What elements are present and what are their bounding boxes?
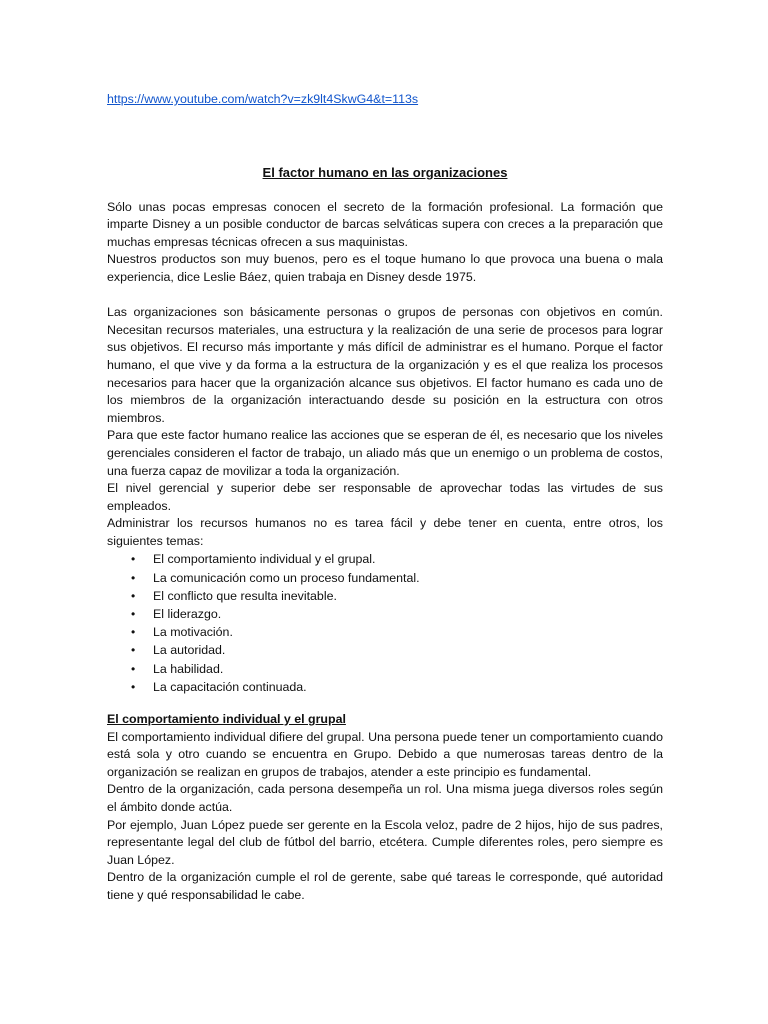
topic-item-motivacion — [107, 623, 663, 641]
document-title: El factor humano en las organizaciones — [262, 164, 508, 180]
intro-paragraph-2: Nuestros productos son muy buenos, pero es el toque humano lo que provoca una buena o mala experiencia, dice Leslie Báez, quien trabaja en Disney desde 1975. — [107, 252, 663, 284]
topic-label: La autoridad. — [153, 643, 226, 658]
body-paragraph-3: El nivel gerencial y superior debe ser responsable de aprovechar todas las virtudes de sus empleados. — [107, 481, 663, 513]
section-paragraph-1: El comportamiento individual difiere del grupal. Una persona puede tener un comportamiento cuando está sola y otro cuando se encuentra en Grupo. Debido a que numerosas tareas dentro de la organización se realizan en grupos de trabajos, atender a este principio es fundamental. — [107, 729, 663, 779]
bullet-icon: • — [131, 679, 136, 694]
section-paragraph-2: Dentro de la organización, cada persona desempeña un rol. Una misma juega diversos roles según el ámbito donde actúa. — [107, 782, 663, 814]
bullet-icon: • — [131, 588, 136, 603]
intro-paragraph-1: Sólo unas pocas empresas conocen el secreto de la formación profesional. La formación que imparte Disney a un posible conductor de barcas selváticas supera con creces a la preparación que muchas empresas técnicas ofrecen a sus maquinistas. — [107, 199, 663, 249]
topic-label: El conflicto que resulta inevitable. — [153, 588, 337, 603]
topics-list — [107, 550, 663, 696]
topic-item-comunicacion — [107, 569, 663, 587]
body-paragraph-1: Las organizaciones son básicamente personas o grupos de personas con objetivos en común. Necesitan recursos materiales, una estructura y la realización de una serie de procesos para lograr sus objetivos. El recurso más importante y más difícil de administrar es el humano. Porque el factor humano, el que vive y da forma a la estructura de la organización y es el que realiza los procesos necesarios para hacer que la organización alcance sus objetivos. El factor humano es cada uno de los miembros de la organización interactuando desde su posición en la estructura con otros miembros. — [107, 305, 663, 425]
topic-label: La capacitación continuada. — [153, 679, 307, 694]
topic-label: La comunicación como un proceso fundamental. — [153, 570, 420, 585]
section-heading: El comportamiento individual y el grupal — [107, 711, 346, 726]
topic-item-autoridad — [107, 641, 663, 659]
section-paragraph-3: Por ejemplo, Juan López puede ser gerente en la Escola veloz, padre de 2 hijos, hijo de sus padres, representante legal del club de fútbol del barrio, etcétera. Cumple diferentes roles, pero siempre es Juan López. — [107, 817, 663, 867]
bullet-icon: • — [131, 607, 136, 622]
bullet-icon: • — [131, 552, 136, 567]
body-paragraph-4: Administrar los recursos humanos no es tarea fácil y debe tener en cuenta, entre otros, los siguientes temas: — [107, 516, 663, 548]
topic-item-habilidad — [107, 660, 663, 678]
bullet-icon: • — [131, 570, 136, 585]
document-content — [107, 91, 663, 905]
topic-item-capacitacion — [107, 678, 663, 696]
bullet-icon: • — [131, 661, 136, 676]
youtube-link[interactable]: https://www.youtube.com/watch?v=zk9lt4SkwG4&t=113s — [107, 92, 419, 106]
topic-label: La habilidad. — [153, 661, 224, 676]
body-paragraph-2: Para que este factor humano realice las acciones que se esperan de él, es necesario que los niveles gerenciales consideren el factor de trabajo, un aliado más que un enemigo o un problema de costos, una fuerza capaz de movilizar a toda la organización. — [107, 428, 663, 478]
section-paragraph-4: Dentro de la organización cumple el rol de gerente, sabe qué tareas le corresponde, qué autoridad tiene y qué responsabilidad le cabe. — [107, 870, 663, 902]
topic-item-liderazgo — [107, 605, 663, 623]
bullet-icon: • — [131, 643, 136, 658]
bullet-icon: • — [131, 625, 136, 640]
topic-label: La motivación. — [153, 625, 233, 640]
topic-label: El liderazgo. — [153, 607, 222, 622]
topic-label: El comportamiento individual y el grupal. — [153, 552, 376, 567]
topic-item-conflicto — [107, 587, 663, 605]
topic-item-individual-grupal — [107, 550, 663, 568]
paragraph-spacer — [107, 287, 663, 305]
